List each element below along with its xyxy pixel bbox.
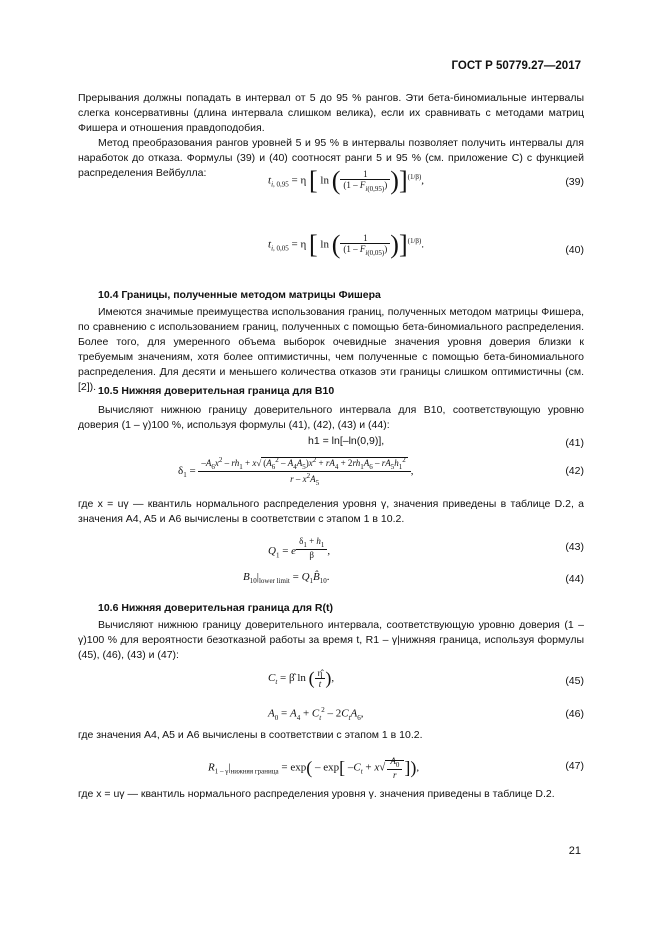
paragraph-5: где x = uγ — квантиль нормального распределения уровня γ, значения приведены в таблице D.2, а значения A4, A5 и A6 вычислены в соответствии с этапом 1 в 10.2. <box>78 498 584 525</box>
equation-39-formula: $t_{i, 0,95} = \eta$ [ ln ( $\frac{1}{(1 - F_{i(0,95)})}$ )]$^{(1/\beta)}$, <box>268 166 425 195</box>
paragraph-7: где значения A4, A5 и A6 вычислены в соответствии с этапом 1 в 10.2. <box>78 729 423 741</box>
paragraph-6: Вычисляют нижнюю границу доверительного интервала, соответствующую уровню доверия (1 – γ)100 % для вероятности безотказной работы за время t, R1 – γ|нижняя граница, используя формулы (45), (46), (43) и (47): <box>78 619 584 661</box>
equation-41-formula: h1 = ln[–ln(0,9)], <box>308 435 385 447</box>
section-10-6-title: 10.6 Нижняя доверительная граница для R(t) <box>98 602 333 614</box>
equation-43 <box>78 530 584 564</box>
equation-42-formula: $\delta_1$ = $\frac{-A_6x^2 - rh_1 + x√ (A_6^2 - A_4A_5)x^2 + rA_4 + 2rh_1A_6 - rA_5h_1^2}{r - x^2A_5}$ , <box>178 456 414 487</box>
equation-47-number: (47) <box>565 760 584 772</box>
equation-45-number: (45) <box>565 675 584 687</box>
equation-39-number: (39) <box>565 176 584 188</box>
equation-44-formula: $B_{10}|_{lower limit}$ = $Q_1B̂_{10}$. <box>243 571 330 586</box>
equation-40 <box>78 230 584 282</box>
paragraph-2: Метод преобразования рангов уровней 5 и 95 % в интервалы позволяет получить интервалы для наработок до отказа. Формулы (39) и (40) соотносят ранги 5 и 95 % (см. приложение С) с функцией распределения Вейбулла: <box>78 137 584 179</box>
section-10-4-title: 10.4 Границы, полученные методом матрицы Фишера <box>98 289 381 301</box>
document-header: ГОСТ Р 50779.27—2017 <box>451 60 581 72</box>
equation-39 <box>78 162 584 202</box>
equation-45 <box>78 664 584 698</box>
page-number: 21 <box>568 845 581 857</box>
equation-46-formula: $A_0 = A_4 + C_t^2 - 2C_tA_6$, <box>268 706 364 722</box>
paragraph-1: Прерывания должны попадать в интервал от 5 до 95 % рангов. Эти бета-биномиальные интервалы слегка консервативны (длина интервала слишком велика), если их сравнивать с методами матриц Фишера и отношения правдоподобия. <box>78 92 584 134</box>
equation-44 <box>78 568 584 590</box>
equation-40-formula: $t_{i, 0,05} = \eta$ [ ln ( $\frac{1}{(1 - F_{i(0,05)})}$ )]$^{(1/\beta)}$. <box>268 230 425 259</box>
equation-42 <box>78 454 584 488</box>
equation-47-formula: $R_{1 - \gamma}|_{нижняя граница} = \exp( - \exp$[ $-C_t + x√$ $\frac{A_0}{r}$ ]), <box>208 756 420 780</box>
equation-47 <box>78 748 584 784</box>
equation-43-formula: $Q_1 = e$ $^{\frac{\delta_1 + h_1}{\beta}}$ , <box>268 536 331 560</box>
equation-40-number: (40) <box>565 244 584 256</box>
equation-44-number: (44) <box>565 573 584 585</box>
paragraph-3: Имеются значимые преимущества использования границ, полученных методом матрицы Фишера, по сравнению с использованием границ, полученных с помощью бета-биномиального распределения. Более того, для умеренного объема выборок очевидные значения уровня доверия близки к требуемым значениям, хотя более оптимистичны, чем полученные с помощью бета-биномиального распределения. Для десяти и меньшего количества отказов эти границы слишком оптимистичны (см. [2]). <box>78 306 584 393</box>
equation-43-number: (43) <box>565 541 584 553</box>
equation-41 <box>78 435 584 451</box>
equation-41-number: (41) <box>565 437 584 449</box>
equation-42-number: (42) <box>565 465 584 477</box>
paragraph-8: где x = uγ — квантиль нормального распределения уровня γ. значения приведены в таблице D.2. <box>78 788 555 800</box>
paragraph-4: Вычисляют нижнюю границу доверительного интервала для B10, соответствующую уровню доверия (1 – γ)100 %, используя формулы (41), (42), (43) и (44): <box>78 404 584 431</box>
section-10-5-title: 10.5 Нижняя доверительная граница для B10 <box>98 385 335 397</box>
equation-46-number: (46) <box>565 708 584 720</box>
equation-45-formula: $C_t$ = β̂ ln ( $\frac{\etâ}{t}$ ), <box>268 668 335 689</box>
equation-46 <box>78 703 584 725</box>
